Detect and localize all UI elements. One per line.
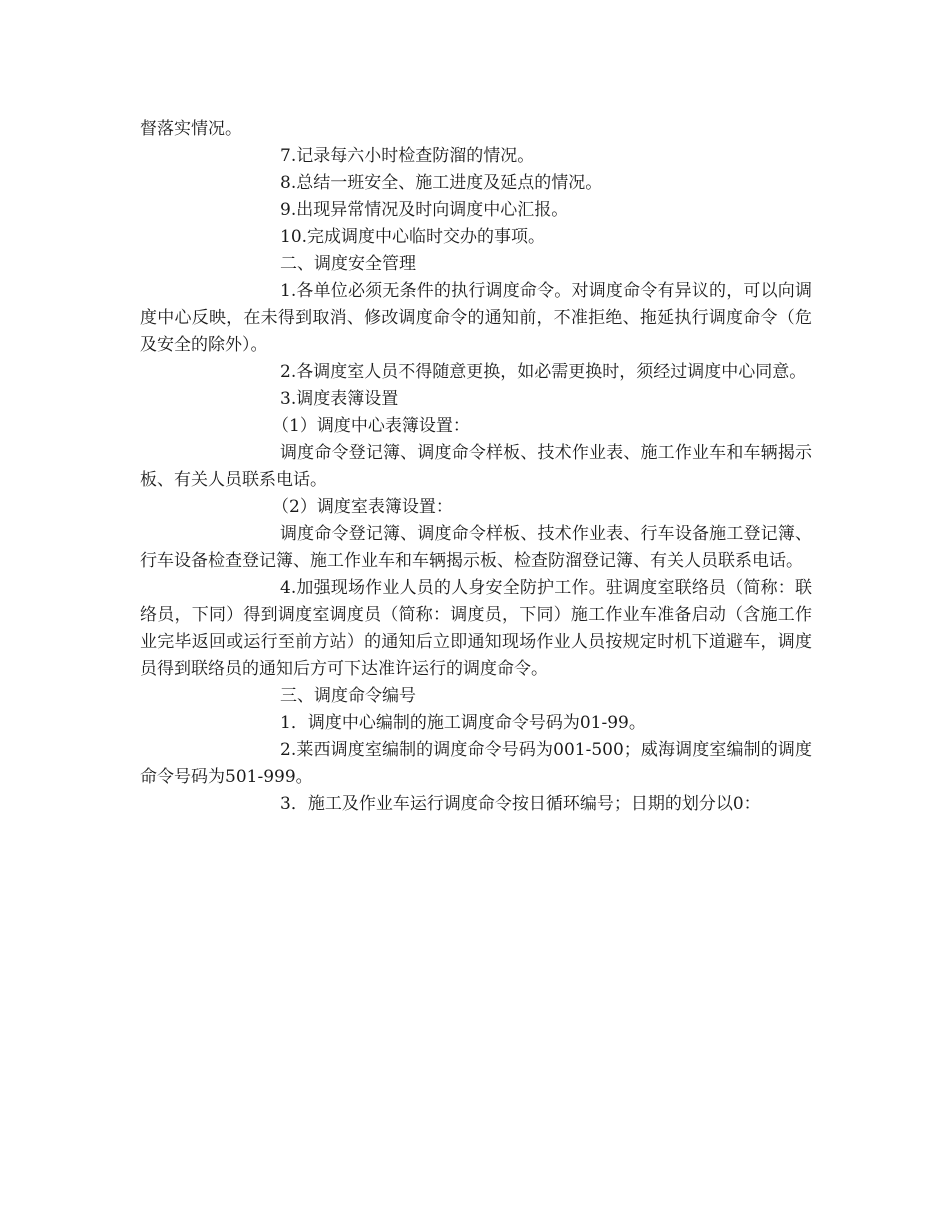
section-heading-2: 二、调度安全管理 [280, 254, 416, 274]
paragraph-safety-3-1-detail: 调度命令登记簿、调度命令样板、技术作业表、施工作业车和车辆揭示板、有关人员联系电话。 [140, 443, 812, 490]
paragraph-continuation: 督落实情况。 [140, 119, 242, 139]
paragraph-safety-3-1: （1）调度中心表簿设置： [272, 416, 470, 436]
document-body [140, 116, 812, 818]
paragraph-number-1: 1．调度中心编制的施工调度命令号码为01-99。 [280, 713, 646, 733]
paragraph-safety-3-2: （2）调度室表簿设置： [272, 497, 453, 517]
paragraph-safety-2: 2.各调度室人员不得随意更换，如必需更换时，须经过调度中心同意。 [280, 362, 807, 382]
paragraph-number-2: 2.莱西调度室编制的调度命令号码为001-500；威海调度室编制的调度命令号码为501-999。 [140, 740, 812, 787]
paragraph-safety-1: 1.各单位必须无条件的执行调度命令。对调度命令有异议的，可以向调度中心反映，在未得到取消、修改调度命令的通知前，不准拒绝、拖延执行调度命令（危及安全的除外）。 [140, 281, 812, 355]
paragraph-item-10: 10.完成调度中心临时交办的事项。 [280, 227, 546, 247]
paragraph-safety-3: 3.调度表簿设置 [280, 389, 399, 409]
paragraph-item-7: 7.记录每六小时检查防溜的情况。 [280, 146, 535, 166]
paragraph-number-3: 3．施工及作业车运行调度命令按日循环编号；日期的划分以0： [280, 794, 761, 814]
paragraph-safety-4: 4.加强现场作业人员的人身安全防护工作。驻调度室联络员（简称：联络员，下同）得到调度室调度员（简称：调度员，下同）施工作业车准备启动（含施工作业完毕返回或运行至前方站）的通知后立即通知现场作业人员按规定时机下道避车，调度员得到联络员的通知后方可下达准许运行的调度命令。 [140, 578, 812, 679]
paragraph-item-8: 8.总结一班安全、施工进度及延点的情况。 [280, 173, 603, 193]
paragraph-safety-3-2-detail: 调度命令登记簿、调度命令样板、技术作业表、行车设备施工登记簿、行车设备检查登记簿、施工作业车和车辆揭示板、检查防溜登记簿、有关人员联系电话。 [140, 524, 812, 571]
section-heading-3: 三、调度命令编号 [280, 686, 416, 706]
paragraph-item-9: 9.出现异常情况及时向调度中心汇报。 [280, 200, 569, 220]
